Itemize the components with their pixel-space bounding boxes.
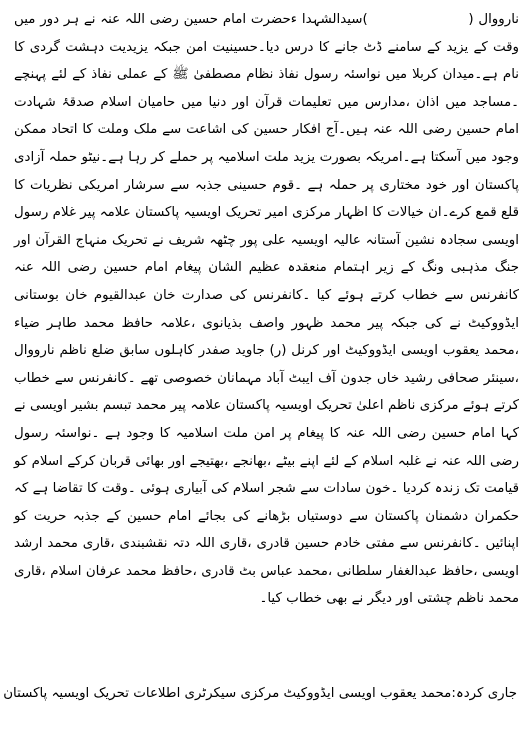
article-text: سیدالشہدا ءحضرت امام حسین رضی اللہ عنہ نے ہر دور میں وقت کے یزید کے سامنے ڈٹ جانے کا درس دیا۔حسینیت امن جبکہ یزیدیت دہشت گردی کا نام ہے۔میدان کربلا میں نواسئہ رسول نفاذ نظام مصطفیٰ ﷺ کے عملی نفاذ کے لئے پہنچے ۔مساجد میں اذان ،مدارس میں تعلیمات قرآن اور دنیا میں حامیان اسلام صدقۂ شہادت امام حسین رضی اللہ عنہ ہیں۔آج افکار حسین کی اشاعت سے ملک وملت کا اتحاد ممکن وجود میں آسکتا ہے۔امریکہ بصورت یزید ملت اسلامیہ پر حملے کر رہا ہے۔نیٹو حملہ آزادی پاکستان اور خود مختاری پر حملہ ہے ۔قوم حسینی جذبہ سے سرشار امریکی نظریات کا قلع قمع کرے۔ان خیالات کا اظہار مرکزی امیر تحریک اویسیہ پاکستان علامہ پیر غلام رسول اویسی سجادہ نشین آستانہ عالیہ اویسیہ علی پور چٹھہ شریف نے تحریک منہاج القرآن اور جنگ مذہبی ونگ کے زیر اہتمام منعقدہ عظیم الشان پیغام امام حسین رضی اللہ عنہ کانفرنس سے خطاب کرتے ہوئے کیا ۔کانفرنس کی صدارت خان عبدالقیوم خان بوستانی ایڈووکیٹ نے کی جبکہ پیر محمد ظہور واصف بذیانوی ،علامہ حافظ محمد طاہر ضیاء ،محمد یعقوب اویسی ایڈووکیٹ اور کرنل (ر) جاوید صفدر کاہلوں سابق ضلع ناظم نارووال ،سینئر صحافی رشید خاں جدون آف ایبٹ آباد مہمانان خصوصی تھے ۔کانفرنس سے خطاب کرتے ہوئے مرکزی ناظم اعلیٰ تحریک اویسیہ پاکستان علامہ پیر محمد تبسم بشیر اویسی نے کہا امام حسین رضی اللہ عنہ کا پیغام پر امن ملت اسلامیہ کا وجود ہے ۔نواسئہ رسول رضی اللہ عنہ نے غلبہ اسلام کے لئے اپنے بیٹے ،بھانجے ،بھتیجے اور بھائی قربان کرکے اسلام کو قیامت تک زندہ کردیا ۔خون سادات سے شجر اسلام کی آبیاری ہوئی ۔وقت کا تقاضا ہے کہ حکمران دشمنان پاکستان سے دوستیاں بڑھانے کی بجائے امام حسین کے جذبہ حریت کو اپنائیں ۔کانفرنس سے مفتی خادم حسین قادری ،قاری اللہ دتہ نقشبندی ،قاری محمد ارشد اویسی ،حافظ عبدالغفار سلطانی ،محمد عباس بٹ قادری ،حافظ محمد عرفان اسلام ،قاری محمد ناظم چشتی اور دیگر نے بھی خطاب کیا۔ — [14, 12, 519, 607]
dateline-close: ) — [362, 12, 368, 27]
dateline-blank — [368, 12, 469, 27]
dateline: نارووال ( — [468, 12, 519, 27]
article-body — [14, 6, 519, 613]
issued-by-footer: جاری کردہ:محمد یعقوب اویسی ایڈووکیٹ مرکزی سیکرٹری اطلاعات تحریک اویسیہ پاکستان — [3, 686, 517, 701]
article-paragraph — [14, 6, 519, 613]
